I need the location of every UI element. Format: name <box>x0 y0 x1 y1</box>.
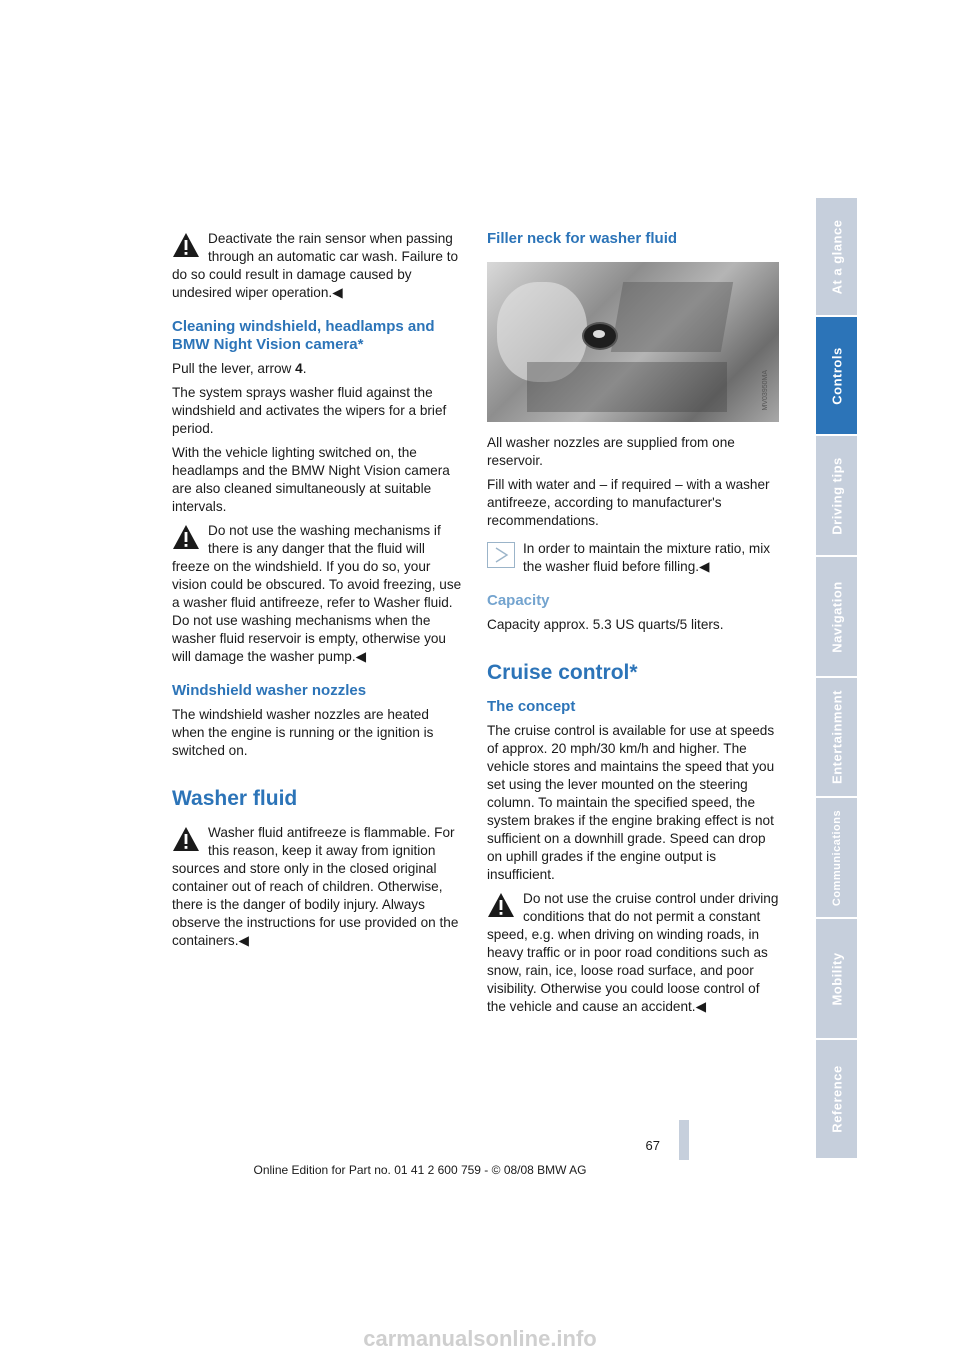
note-triangle-icon <box>487 542 515 568</box>
warning-rain-sensor <box>172 230 464 302</box>
tab-entertainment[interactable]: Entertainment <box>816 678 857 798</box>
paragraph-lighting: With the vehicle lighting switched on, the headlamps and the BMW Night Vision camera are also cleaned simultaneously at suitable intervals. <box>172 445 450 514</box>
tab-at-a-glance[interactable]: At a glance <box>816 198 857 317</box>
footer: Online Edition for Part no. 01 41 2 600 759 - © 08/08 BMW AG <box>253 1163 587 1177</box>
heading-filler-neck: Filler neck for washer fluid <box>487 230 678 247</box>
paragraph-pull-lever: Pull the lever, arrow 4. <box>172 361 307 376</box>
chapter-sidebar <box>816 198 857 1160</box>
heading-capacity: Capacity <box>487 592 550 609</box>
note-mixture <box>487 540 779 576</box>
warning-triangle-icon <box>172 524 200 550</box>
warning-triangle-icon <box>172 826 200 852</box>
heading-cruise-control: Cruise control* <box>487 661 638 684</box>
page-marker-bar <box>679 1120 689 1160</box>
paragraph-nozzles: The windshield washer nozzles are heated when the engine is running or the ignition is switched on. <box>172 707 434 758</box>
heading-nozzles: Windshield washer nozzles <box>172 682 367 699</box>
paragraph-reservoir: All washer nozzles are supplied from one reservoir. <box>487 435 735 468</box>
paragraph-sprays: The system sprays washer fluid against the windshield and activates the wipers for a brief period. <box>172 385 447 436</box>
warning-freeze <box>172 522 464 666</box>
warning-text: Do not use the washing mechanisms if there is any danger that the fluid will freeze on the windshield. If you do so, your vision could be obscured. To avoid freezing, use a washer fluid antifreeze, refer to Washer fluid. Do not use washing mechanisms when the washer fluid reservoir is empty, otherwise you will damage the washer pump.◀ <box>172 523 462 664</box>
heading-cleaning: Cleaning windshield, headlamps and BMW Night Vision camera* <box>172 318 435 353</box>
filler-cap-image <box>582 322 618 350</box>
warning-cruise <box>487 890 779 1016</box>
watermark: carmanualsonline.info <box>363 1326 597 1351</box>
arrow-number: 4 <box>295 361 303 376</box>
tab-navigation[interactable]: Navigation <box>816 557 857 678</box>
paragraph-capacity: Capacity approx. 5.3 US quarts/5 liters. <box>487 617 724 632</box>
warning-text: Deactivate the rain sensor when passing through an automatic car wash. Failure to do so could result in damage caused by undesired wiper operation.◀ <box>172 231 459 300</box>
photo-code: MV03950MA <box>762 369 769 410</box>
tab-driving-tips[interactable]: Driving tips <box>816 436 857 557</box>
heading-washer-fluid: Washer fluid <box>172 787 298 810</box>
tab-controls[interactable]: Controls <box>816 317 857 436</box>
warning-text: Washer fluid antifreeze is flammable. For this reason, keep it away from ignition sources and store only in the closed original container out of reach of children. Otherwise, there is the danger of bodily injury. Always observe the instructions for use provided on the containers.◀ <box>172 825 459 948</box>
left-column <box>172 230 464 956</box>
note-text: In order to maintain the mixture ratio, mix the washer fluid before filling.◀ <box>523 541 771 574</box>
warning-triangle-icon <box>487 892 515 918</box>
paragraph-concept: The cruise control is available for use at speeds of approx. 20 mph/30 km/h and higher. The vehicle stores and maintains the speed that you set using the lever mounted on the steering column. To maintain the specified speed, the system brakes if the engine braking effect is not sufficient on a downhill grade. Speed can drop on uphill grades if the engine output is insufficient. <box>487 723 775 882</box>
warning-text: Do not use the cruise control under driving conditions that do not permit a constant speed, e.g. when driving on winding roads, in heavy traffic or in poor road conditions such as snow, rain, ice, loose road surface, and poor visibility. Otherwise you could loose control of the vehicle and cause an accident.◀ <box>487 891 779 1014</box>
tab-communications[interactable]: Communications <box>816 798 857 919</box>
paragraph-fill: Fill with water and – if required – with a washer antifreeze, according to manufacturer's recommendations. <box>487 477 770 528</box>
tab-reference[interactable]: Reference <box>816 1040 857 1160</box>
right-column <box>487 230 779 1022</box>
heading-concept: The concept <box>487 698 576 715</box>
page-number: 67 <box>645 1138 660 1153</box>
warning-triangle-icon <box>172 232 200 258</box>
warning-flammable <box>172 824 464 950</box>
tab-mobility[interactable]: Mobility <box>816 919 857 1040</box>
filler-neck-photo <box>487 262 779 422</box>
